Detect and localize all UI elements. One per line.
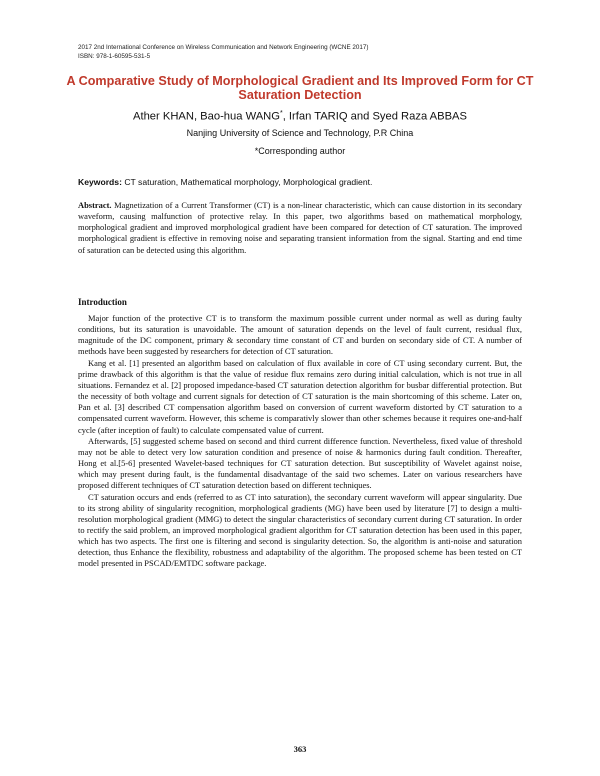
isbn: ISBN: 978-1-60595-531-5 <box>78 53 151 60</box>
abstract-label: Abstract. <box>78 200 112 210</box>
keywords-text: CT saturation, Mathematical morphology, Morphological gradient. <box>124 177 373 187</box>
abstract-text: Magnetization of a Current Transformer (CT) is a non-linear characteristic, which can cause distortion in its secondary waveform, causing malfunction of protective relay. In this paper, two algorithms based on mathematical morphology, morphological gradient and improved morphological gradient have been compared for detection of CT saturation. The improved morphological gradient is effective in removing noise and separating transient information from the signal. Starting and end time of saturation can be detected using this algorithm. <box>78 200 522 255</box>
authors <box>60 107 540 124</box>
keywords-label: Keywords: <box>78 177 122 187</box>
abstract <box>78 200 522 256</box>
intro-paragraph-1: Major function of the protective CT is to transform the maximum possible current under normal as well as during faulty conditions, but its saturation is unavoidable. The amount of saturation depends on the level of fault current, residual flux, magnitude of the DC component, primary & secondary time constant of CT and burden on secondary side of CT. A number of methods have been suggested by researchers for detection of CT saturation. <box>78 313 522 357</box>
corresponding-note: *Corresponding author <box>254 146 346 156</box>
affiliation: Nanjing University of Science and Technology, P.R China <box>186 128 414 138</box>
keywords <box>78 177 522 188</box>
intro-paragraph-4: CT saturation occurs and ends (referred to as CT into saturation), the secondary current waveform will appear singularity. Due to its strong ability of singularity recognition, morphological gradients (MG) have been used by literature [7] to design a multi-resolution morphological gradient (MMG) to detect the singular characteristics of secondary current during CT saturation. In order to rectify the said problem, an improved morphological gradient algorithm for CT saturation detection has been used in this paper, which has two aspects. The first one is filtering and second is singularity detection. So, the algorithm is anti-noise and saturation detection, thus Enhance the flexibility, robustness and adaptability of the algorithm. The proposed scheme has been tested on CT model presented in PSCAD/EMTDC software package. <box>78 491 522 569</box>
authors-part-2: , Irfan TARIQ and Syed Raza ABBAS <box>282 110 467 123</box>
page-number: 363 <box>293 744 307 754</box>
intro-paragraph-3: Afterwards, [5] suggested scheme based on second and third current difference function. Nevertheless, fixed value of threshold may not be able to detect very low saturation condition and presence of noise & harmonics during fault condition. Thereafter, Hong et al.[5-6] presented Wavelet-based techniques for CT saturation detection. But susceptibility of Wavelet against noise, which may present during fault, is the fundamental disadvantage of the said two schemes. Later on various researchers have proposed different techniques of CT saturation detection based on different techniques. <box>78 435 522 491</box>
authors-part-1: Ather KHAN, Bao-hua WANG <box>133 110 280 123</box>
conference-name: 2017 2nd International Conference on Wireless Communication and Network Engineering (WCNE 2017) <box>78 44 369 51</box>
paper-title: A Comparative Study of Morphological Gradient and Its Improved Form for CT Saturation Detection <box>66 74 534 102</box>
intro-paragraph-2: Kang et al. [1] presented an algorithm based on calculation of flux available in core of CT using secondary current. But, the prime drawback of this algorithm is that the value of residue flux remains zero during initial calculation, which is not true in all situations. Fernandez et al. [2] proposed impedance-based CT saturation detection algorithm for busbar differential protection. But the necessity of both voltage and current signals for detection of CT saturation is the main shortcoming of this scheme. Later on, Pan et al. [3] described CT compensation algorithm based on conversion of current waveform distorted by CT saturation to a compensated current waveform. However, this scheme is comparativly slower than other schemes because it requires one-and-half cycle (after inception of fault) to calculate compensated value of current. <box>78 357 522 435</box>
introduction-heading: Introduction <box>78 297 127 307</box>
introduction-body <box>78 313 522 570</box>
conference-header <box>78 43 369 61</box>
corresponding-mark: * <box>279 110 283 117</box>
